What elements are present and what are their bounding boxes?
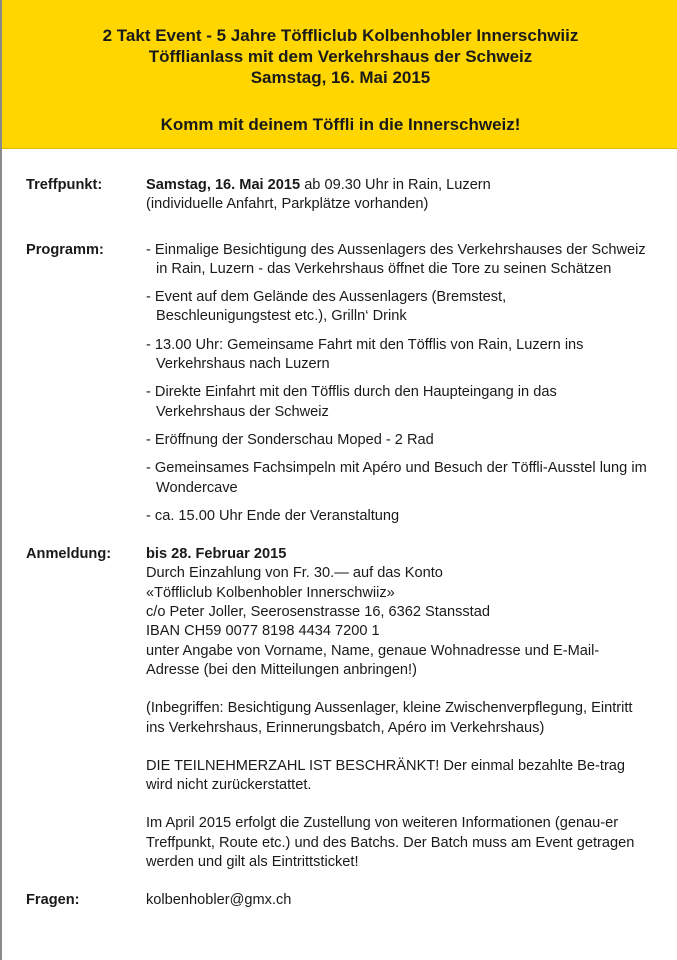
programm-item: - Einmalige Besichtigung des Aussenlagers des Verkehrshauses der Schweiz in Rain, Luzern - das Verkehrshaus öffnet die Tore zu seinen Schätzen	[146, 241, 646, 277]
fragen-label: Fragen:	[26, 892, 80, 909]
header-banner	[2, 0, 677, 149]
section-treffpunkt	[26, 176, 666, 215]
anmeldung-info: Im April 2015 erfolgt die Zustellung von weiteren Informationen (genau-er Treffpunkt, Route etc.) und des Batchs. Der Batch muss am Event getragen werden und gilt als Eintrittsticket!	[146, 815, 635, 871]
anmeldung-deadline: bis 28. Februar 2015	[146, 546, 287, 563]
programm-label: Programm:	[26, 241, 104, 258]
section-anmeldung	[26, 545, 666, 872]
programm-item: - ca. 15.00 Uhr Ende der Veranstaltung	[146, 507, 400, 524]
treffpunkt-time-place: ab 09.30 Uhr in Rain, Luzern	[300, 177, 491, 193]
programm-item: - Event auf dem Gelände des Aussenlagers (Bremstest, Beschleunigungstest etc.), Grilln‘ Drink	[146, 289, 507, 325]
anmeldung-line: unter Angabe von Vorname, Name, genaue Wohnadresse und E-Mail-	[146, 642, 600, 659]
event-title: 2 Takt Event - 5 Jahre Töffliclub Kolbenhobler Innerschwiiz	[102, 26, 579, 45]
anmeldung-iban: IBAN CH59 0077 8198 4434 7200 1	[146, 623, 380, 640]
section-fragen	[26, 891, 666, 910]
treffpunkt-date: Samstag, 16. Mai 2015	[146, 177, 301, 193]
anmeldung-included: (Inbegriffen: Besichtigung Aussenlager, kleine Zwischenverpflegung, Eintritt ins Verkehrshaus, Erinnerungsbatch, Apéro im Verkehrshaus)	[146, 700, 633, 736]
event-subtitle: Töfflianlass mit dem Verkehrshaus der Schweiz	[148, 47, 533, 66]
anmeldung-line: «Töffliclub Kolbenhobler Innerschwiiz»	[146, 584, 395, 601]
anmeldung-limit: DIE TEILNEHMERZAHL IST BESCHRÄNKT! Der einmal bezahlte Be-trag wird nicht zurückerstattet.	[146, 757, 626, 794]
anmeldung-line: Adresse (bei den Mitteilungen anbringen!)	[146, 661, 417, 678]
programm-item: - Eröffnung der Sonderschau Moped - 2 Rad	[146, 431, 434, 448]
programm-item: - Direkte Einfahrt mit den Töfflis durch den Haupteingang in das Verkehrshaus der Schweiz	[146, 384, 557, 420]
contact-email: kolbenhobler@gmx.ch	[146, 892, 292, 909]
anmeldung-line: Durch Einzahlung von Fr. 30.— auf das Konto	[146, 565, 443, 582]
event-details	[26, 176, 666, 911]
anmeldung-label: Anmeldung:	[26, 546, 112, 563]
treffpunkt-note: (individuelle Anfahrt, Parkplätze vorhanden)	[146, 196, 429, 213]
programm-item: - 13.00 Uhr: Gemeinsame Fahrt mit den Töfflis von Rain, Luzern ins Verkehrshaus nach Luzern	[146, 336, 584, 373]
programm-item: - Gemeinsames Fachsimpeln mit Apéro und Besuch der Töffli-Ausstel lung im Wondercave	[146, 460, 647, 496]
anmeldung-line: c/o Peter Joller, Seerosenstrasse 16, 6362 Stansstad	[146, 604, 490, 621]
event-tagline: Komm mit deinem Töffli in die Innerschweiz!	[160, 115, 521, 134]
section-programm	[26, 241, 666, 527]
treffpunkt-label: Treffpunkt:	[26, 177, 103, 193]
event-date: Samstag, 16. Mai 2015	[250, 68, 431, 87]
